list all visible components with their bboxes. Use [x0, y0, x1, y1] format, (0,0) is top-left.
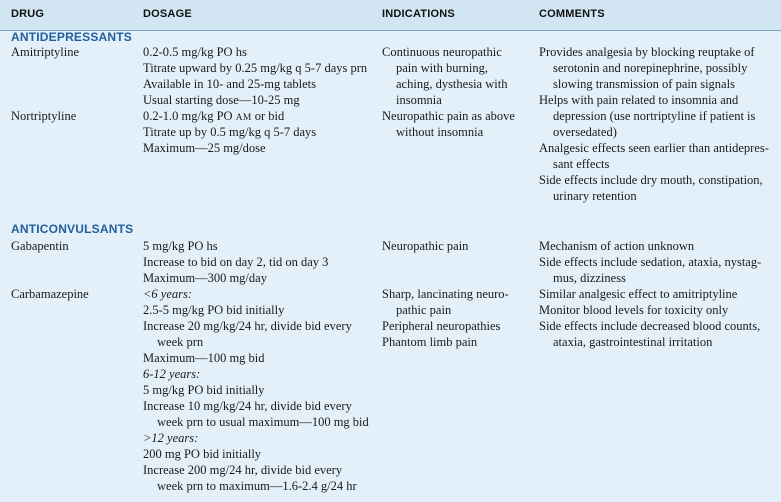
dosage-line: Maximum—25 mg/dose	[143, 141, 266, 155]
indication-line: Neuropathic pain as above	[382, 109, 515, 123]
header-indications: INDICATIONS	[382, 8, 455, 20]
dosage-gabapentin	[143, 238, 328, 286]
dosage-line: 0.2-0.5 mg/kg PO hs	[143, 45, 247, 59]
section-title-anticonvulsants: ANTICONVULSANTS	[11, 222, 134, 236]
drug-nortriptyline	[11, 108, 76, 124]
dosage-text: or bid	[251, 109, 285, 123]
indication-line: Neuropathic pain	[382, 239, 469, 253]
drug-name: Carbamazepine	[11, 287, 89, 301]
dosage-line	[143, 108, 316, 124]
indication-line: insomnia	[396, 93, 442, 107]
indications-gabapentin	[382, 238, 468, 254]
comment-line: Provides analgesia by blocking reuptake of	[539, 45, 755, 59]
drug-name: Gabapentin	[11, 239, 69, 253]
comment-line: Side effects include sedation, ataxia, nystag-	[539, 255, 762, 269]
section-title-antidepressants: ANTIDEPRESSANTS	[11, 30, 133, 44]
comment-line: ataxia, gastrointestinal irritation	[553, 335, 713, 349]
header-dosage: DOSAGE	[143, 8, 192, 20]
comment-line: Side effects include dry mouth, constipation,	[539, 173, 763, 187]
indication-line: pain with burning,	[396, 61, 489, 75]
dosage-line: Maximum—100 mg bid	[143, 351, 265, 365]
dosage-line: Increase to bid on day 2, tid on day 3	[143, 255, 329, 269]
dosage-line: week prn	[157, 335, 204, 349]
comment-line: serotonin and norepinephrine, possibly	[553, 61, 748, 75]
indication-line: Continuous neuropathic	[382, 45, 502, 59]
dosage-line: 5 mg/kg PO bid initially	[143, 383, 265, 397]
age-group-label: 6-12 years:	[143, 367, 201, 381]
dosage-line: Available in 10- and 25-mg tablets	[143, 77, 316, 91]
comment-line: mus, dizziness	[553, 271, 626, 285]
indications-amitriptyline	[382, 44, 507, 108]
indication-line: pathic pain	[396, 303, 452, 317]
indication-line: Phantom limb pain	[382, 335, 478, 349]
dosage-line: week prn to maximum—1.6-2.4 g/24 hr	[157, 479, 357, 493]
drug-gabapentin	[11, 238, 69, 254]
comment-line: Analgesic effects seen earlier than antidepres-	[539, 141, 769, 155]
dosage-line: 200 mg PO bid initially	[143, 447, 262, 461]
dosage-line: Usual starting dose—10-25 mg	[143, 93, 300, 107]
header-drug: DRUG	[11, 8, 45, 20]
indication-line: without insomnia	[396, 125, 484, 139]
dosage-line: Maximum—300 mg/day	[143, 271, 267, 285]
table-header	[0, 0, 781, 30]
drug-name: Amitriptyline	[11, 45, 80, 59]
dosage-line: 5 mg/kg PO hs	[143, 239, 218, 253]
age-group-label: <6 years:	[143, 287, 193, 301]
dosage-carbamazepine	[143, 286, 369, 494]
indications-nortriptyline	[382, 108, 515, 140]
drug-carbamazepine	[11, 286, 89, 302]
drug-name: Nortriptyline	[11, 109, 77, 123]
dosage-text: 0.2-1.0 mg/kg PO	[143, 109, 236, 123]
indication-line: Peripheral neuropathies	[382, 319, 501, 333]
drug-amitriptyline	[11, 44, 79, 60]
indication-line: aching, dysthesia with	[396, 77, 508, 91]
comment-line: depression (use nortriptyline if patient is	[553, 109, 756, 123]
comment-line: Side effects include decreased blood counts,	[539, 319, 761, 333]
dosage-line: Increase 10 mg/kg/24 hr, divide bid every	[143, 399, 352, 413]
comment-line: sant effects	[553, 157, 610, 171]
dosage-line: Titrate up by 0.5 mg/kg q 5-7 days	[143, 125, 317, 139]
comment-line: Helps with pain related to insomnia and	[539, 93, 739, 107]
comment-line: oversedated)	[553, 125, 617, 139]
comment-line: urinary retention	[553, 189, 637, 203]
dosage-amitriptyline	[143, 44, 367, 108]
dosage-line: Increase 20 mg/kg/24 hr, divide bid every	[143, 319, 352, 333]
dosage-line: Titrate upward by 0.25 mg/kg q 5-7 days prn	[143, 61, 368, 75]
header-comments: COMMENTS	[539, 8, 605, 20]
comment-line: Similar analgesic effect to amitriptyline	[539, 287, 738, 301]
dosage-line: Increase 200 mg/24 hr, divide bid every	[143, 463, 343, 477]
comments-gabapentin	[539, 238, 761, 286]
comment-line: slowing transmission of pain signals	[553, 77, 735, 91]
comment-line: Mechanism of action unknown	[539, 239, 695, 253]
am-smallcaps: AM	[235, 113, 252, 123]
age-group-label: >12 years:	[143, 431, 199, 445]
dosage-line: week prn to usual maximum—100 mg bid	[157, 415, 369, 429]
comment-line: Monitor blood levels for toxicity only	[539, 303, 729, 317]
comments-carbamazepine	[539, 286, 760, 350]
dosage-nortriptyline	[143, 108, 316, 156]
comments-antidepressants	[539, 44, 769, 204]
indication-line: Sharp, lancinating neuro-	[382, 287, 509, 301]
indications-carbamazepine	[382, 286, 509, 350]
dosage-line: 2.5-5 mg/kg PO bid initially	[143, 303, 285, 317]
